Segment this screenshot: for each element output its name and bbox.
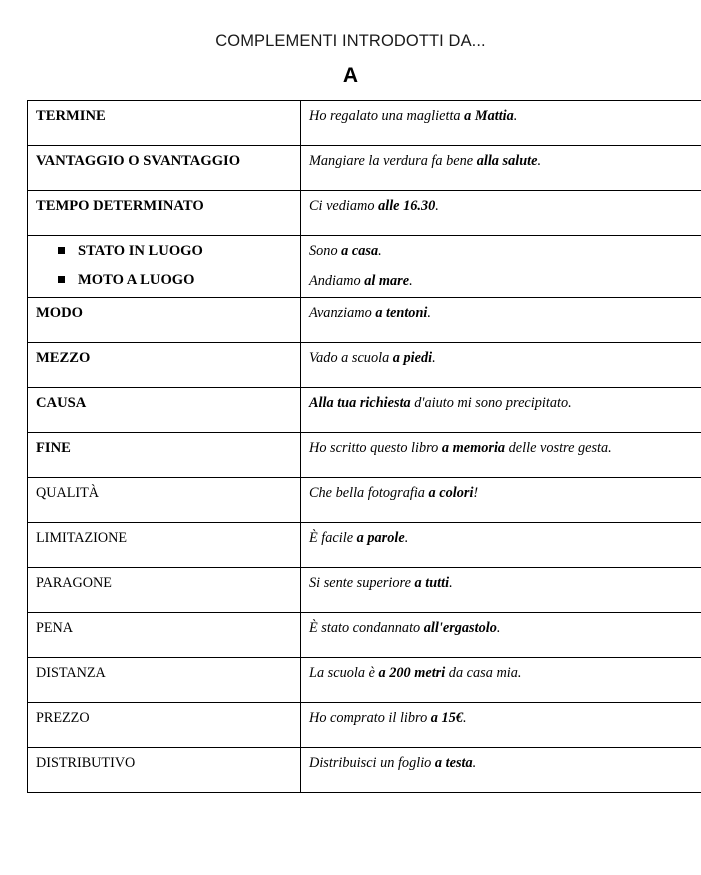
example-sentence-cell: [301, 101, 701, 146]
example-sentence-cell: [301, 568, 701, 613]
complement-subtype-list: [36, 243, 292, 289]
complement-type-label: DISTANZA: [36, 665, 106, 682]
example-prefix: La scuola è: [309, 665, 379, 682]
preposition-letter-heading: A: [342, 64, 359, 87]
table-row: [28, 236, 701, 298]
example-sentence-cell: [301, 298, 701, 343]
complement-type-cell: [28, 146, 301, 191]
example-suffix: .: [378, 243, 382, 259]
example-highlight: a casa: [341, 243, 379, 259]
example-suffix: .: [496, 620, 501, 637]
example-prefix: Distribuisci un foglio: [309, 755, 435, 772]
complement-type-label: LIMITAZIONE: [36, 530, 128, 547]
table-row: [28, 703, 701, 748]
table-row: [28, 191, 701, 236]
example-sentence: [309, 305, 695, 322]
example-prefix: Si sente superiore: [309, 575, 415, 592]
example-suffix: .: [409, 273, 413, 290]
example-prefix: È stato condannato: [309, 620, 424, 637]
example-prefix: Sono: [309, 243, 342, 259]
complement-type-label: PENA: [36, 620, 74, 637]
complement-type-cell: [28, 236, 301, 298]
example-highlight: alla salute: [476, 153, 538, 169]
example-sentence-cell: [301, 191, 701, 236]
example-sentence-cell: [301, 343, 701, 388]
complement-type-cell: [28, 658, 301, 703]
example-sentence-cell: [301, 658, 701, 703]
complement-type-label: VANTAGGIO O SVANTAGGIO: [36, 153, 241, 169]
example-highlight: a parole: [356, 530, 405, 547]
complement-type-cell: [28, 343, 301, 388]
example-highlight: Alla tua richiesta: [309, 395, 411, 412]
complement-type-cell: [28, 388, 301, 433]
complement-type-cell: [28, 433, 301, 478]
example-suffix: .: [462, 710, 467, 727]
example-sentence: [309, 198, 695, 215]
example-sentence-cell: [301, 433, 701, 478]
example-sentence-cell: [301, 388, 701, 433]
example-highlight: a memoria: [441, 440, 506, 457]
table-row: [28, 146, 701, 191]
complement-type-cell: [28, 191, 301, 236]
table-row: [28, 388, 701, 433]
complement-type-cell: [28, 703, 301, 748]
example-highlight: a tentoni: [375, 305, 428, 322]
example-sentence: [309, 395, 695, 412]
example-prefix: Avanziamo: [309, 305, 376, 322]
complement-type-label: CAUSA: [36, 395, 87, 412]
example-highlight: a 15€: [430, 710, 463, 727]
example-sentence: [309, 273, 695, 290]
example-stack: [309, 243, 695, 290]
example-suffix: !: [473, 485, 479, 502]
table-row: [28, 568, 701, 613]
example-sentence: [309, 153, 695, 170]
example-prefix: È facile: [309, 530, 357, 547]
list-item: [36, 272, 292, 289]
complement-type-cell: [28, 568, 301, 613]
example-prefix: Vado a scuola: [309, 350, 393, 367]
example-highlight: a testa: [434, 755, 473, 772]
table-row: [28, 433, 701, 478]
example-suffix: .: [432, 350, 436, 367]
example-sentence-cell: [301, 478, 701, 523]
example-sentence: [309, 108, 695, 125]
example-sentence: [309, 243, 695, 260]
example-suffix: da casa mia.: [445, 665, 522, 682]
example-suffix: .: [404, 530, 409, 547]
example-sentence: [309, 350, 695, 367]
example-suffix: .: [435, 198, 439, 214]
example-sentence: [309, 530, 695, 547]
page-title: COMPLEMENTI INTRODOTTI DA...: [215, 32, 486, 50]
table-row: [28, 298, 701, 343]
example-sentence-cell: [301, 703, 701, 748]
example-prefix: Che bella fotografia: [309, 485, 429, 502]
example-sentence: [309, 665, 695, 682]
example-suffix: .: [472, 755, 477, 772]
example-prefix: Andiamo: [309, 273, 365, 290]
complement-type-cell: [28, 478, 301, 523]
example-highlight: al mare: [364, 273, 410, 290]
complement-type-cell: [28, 101, 301, 146]
example-prefix: Mangiare la verdura fa bene: [309, 153, 477, 169]
example-prefix: Ho comprato il libro: [309, 710, 431, 727]
table-row: [28, 101, 701, 146]
example-sentence: [309, 485, 695, 502]
complement-type-cell: [28, 298, 301, 343]
example-suffix: .: [427, 305, 431, 322]
example-prefix: Ci vediamo: [309, 198, 379, 214]
example-suffix: .: [513, 108, 518, 124]
complement-type-label: TEMPO DETERMINATO: [36, 198, 204, 214]
example-sentence-cell: [301, 523, 701, 568]
table-row: [28, 523, 701, 568]
example-sentence: [309, 710, 695, 727]
example-highlight: a 200 metri: [378, 665, 446, 682]
example-highlight: a colori: [428, 485, 474, 502]
example-sentence-cell: [301, 236, 701, 298]
example-suffix: d'aiuto mi sono precipitato.: [410, 395, 572, 412]
example-highlight: a Mattia: [464, 108, 514, 124]
example-sentence-cell: [301, 146, 701, 191]
example-suffix: .: [537, 153, 542, 169]
example-prefix: Ho regalato una maglietta: [309, 108, 465, 124]
example-suffix: delle vostre gesta.: [505, 440, 612, 457]
example-highlight: a piedi: [392, 350, 433, 367]
table-row: [28, 478, 701, 523]
table-body: [28, 101, 701, 793]
complement-type-label: MODO: [36, 305, 84, 322]
example-sentence-cell: [301, 613, 701, 658]
complements-table: [27, 100, 701, 793]
complement-type-label: FINE: [36, 440, 71, 457]
example-sentence: [309, 440, 695, 457]
example-sentence-cell: [301, 748, 701, 793]
complement-type-label: MEZZO: [36, 350, 91, 367]
complement-type-label: QUALITÀ: [36, 485, 100, 502]
square-bullet-icon: [58, 276, 65, 283]
complement-type-cell: [28, 613, 301, 658]
example-sentence: [309, 620, 695, 637]
example-highlight: a tutti: [414, 575, 450, 592]
table-row: [28, 658, 701, 703]
complement-type-label: PREZZO: [36, 710, 90, 727]
example-prefix: Ho scritto questo libro: [309, 440, 442, 457]
example-highlight: all'ergastolo: [423, 620, 497, 637]
square-bullet-icon: [58, 247, 65, 254]
example-sentence: [309, 755, 695, 772]
complement-type-label: DISTRIBUTIVO: [36, 755, 136, 772]
example-sentence: [309, 575, 695, 592]
complement-subtype-label: MOTO A LUOGO: [78, 272, 195, 288]
complement-type-label: PARAGONE: [36, 575, 112, 592]
complement-type-label: TERMINE: [36, 108, 106, 124]
list-item: [36, 243, 292, 260]
complements-table-container: [27, 100, 669, 793]
example-highlight: alle 16.30: [378, 198, 436, 214]
complement-type-cell: [28, 748, 301, 793]
complement-subtype-label: STATO IN LUOGO: [78, 243, 203, 259]
complement-type-cell: [28, 523, 301, 568]
table-row: [28, 343, 701, 388]
table-row: [28, 613, 701, 658]
table-row: [28, 748, 701, 793]
example-suffix: .: [449, 575, 453, 592]
